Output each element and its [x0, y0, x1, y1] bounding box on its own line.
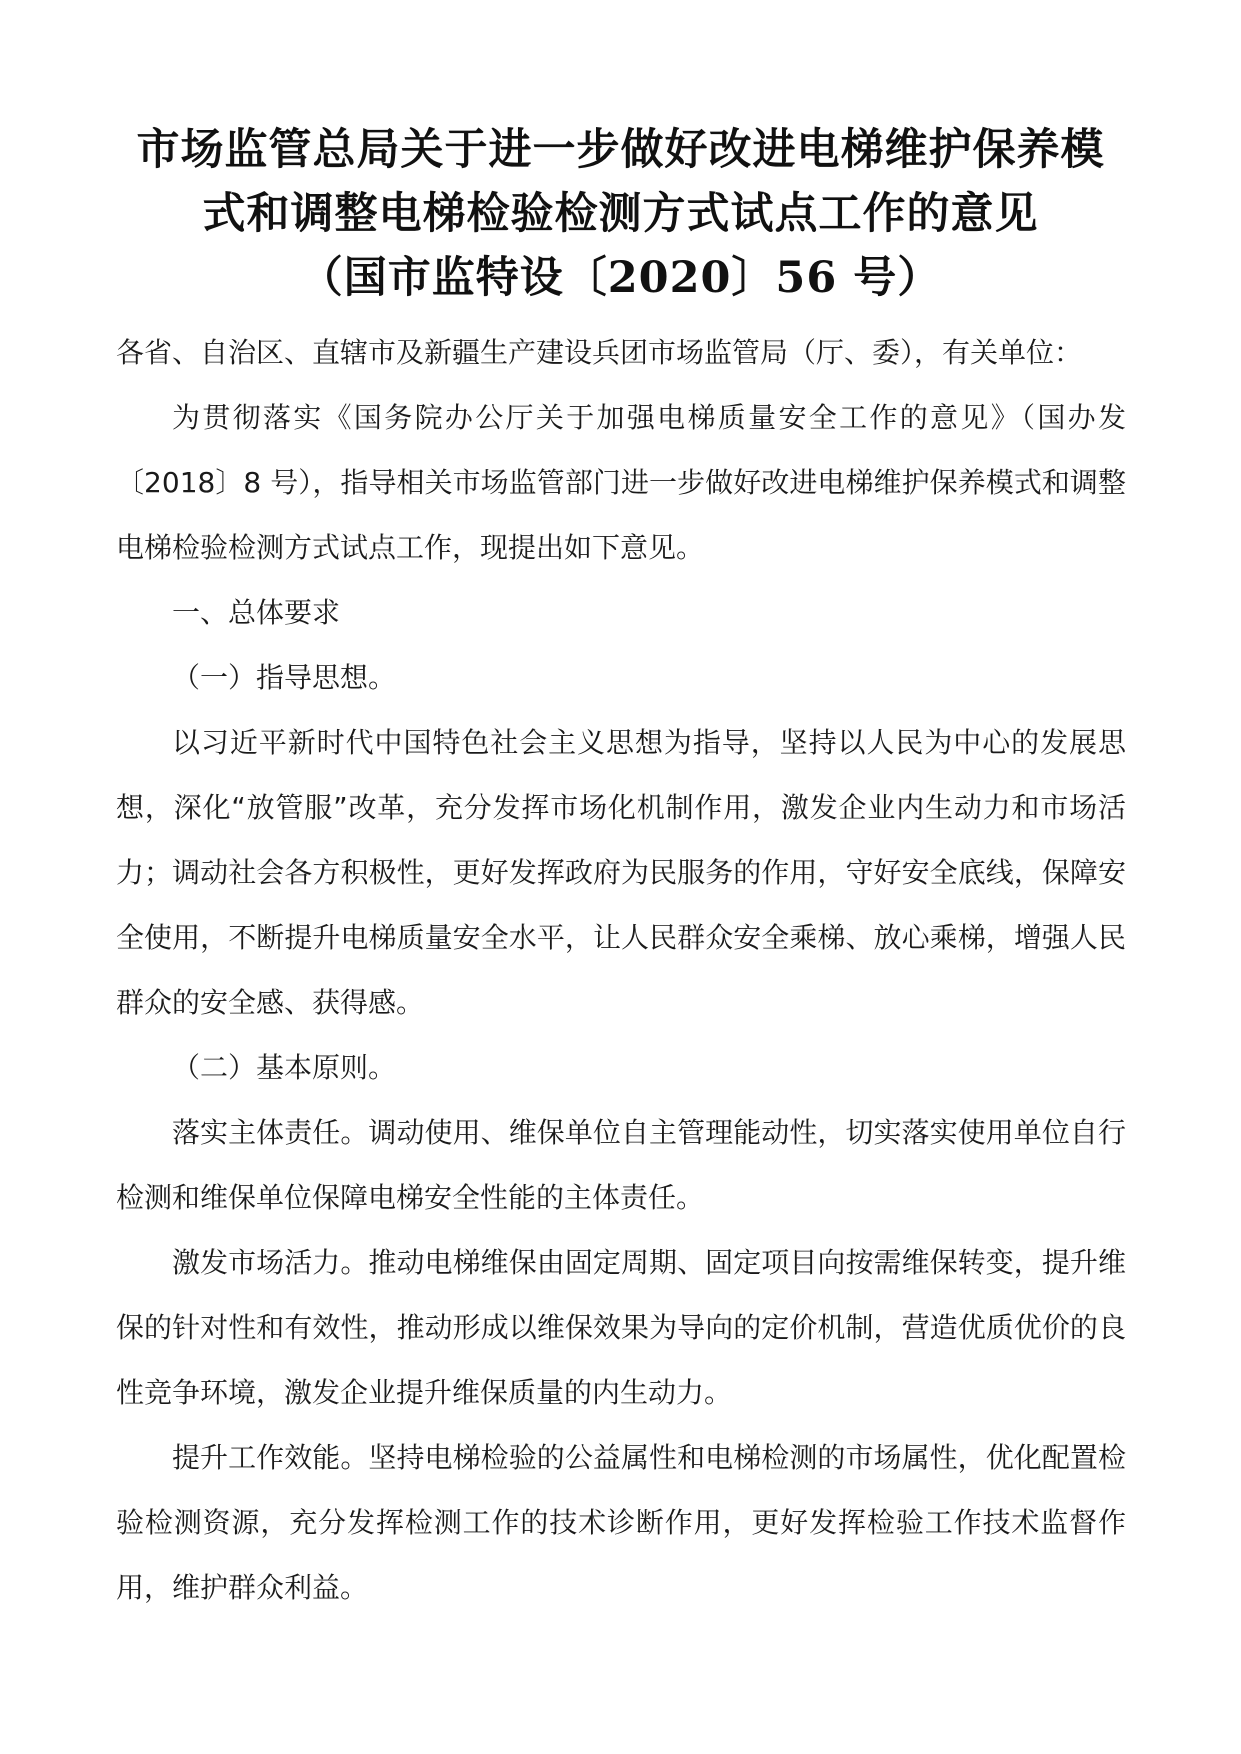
paragraph-preamble: 为贯彻落实《国务院办公厅关于加强电梯质量安全工作的意见》（国办发〔2018〕8 号），指导相关市场监管部门进一步做好改进电梯维护保养模式和调整电梯检验检测方式试点工作，现提出如下意见。 [116, 401, 1126, 564]
title-line-2: 式和调整电梯检验检测方式试点工作的意见 [202, 189, 1039, 239]
addressee: 各省、自治区、直辖市及新疆生产建设兵团市场监管局（厅、委），有关单位： [116, 336, 1083, 369]
document-body [116, 320, 1126, 1620]
document-number: （国市监特设〔2020〕56 号） [299, 253, 942, 303]
title-line-1: 市场监管总局关于进一步做好改进电梯维护保养模 [136, 125, 1105, 175]
paragraph-principle-efficiency: 提升工作效能。坚持电梯检验的公益属性和电梯检测的市场属性，优化配置检验检测资源，充分发挥检测工作的技术诊断作用，更好发挥检验工作技术监督作用，维护群众利益。 [116, 1441, 1126, 1604]
paragraph-guiding-thought: 以习近平新时代中国特色社会主义思想为指导，坚持以人民为中心的发展思想，深化“放管服”改革，充分发挥市场化机制作用，激发企业内生动力和市场活力；调动社会各方积极性，更好发挥政府为民服务的作用，守好安全底线，保障安全使用，不断提升电梯质量安全水平，让人民群众安全乘梯、放心乘梯，增强人民群众的安全感、获得感。 [116, 726, 1126, 1019]
paragraph-principle-responsibility: 落实主体责任。调动使用、维保单位自主管理能动性，切实落实使用单位自行检测和维保单位保障电梯安全性能的主体责任。 [116, 1116, 1126, 1214]
subheading-guiding-thought: （一）指导思想。 [172, 661, 397, 694]
document-title [90, 118, 1151, 310]
subheading-basic-principles: （二）基本原则。 [172, 1051, 397, 1084]
section-heading-general-requirements: 一、总体要求 [172, 596, 341, 629]
paragraph-principle-market-vitality: 激发市场活力。推动电梯维保由固定周期、固定项目向按需维保转变，提升维保的针对性和有效性，推动形成以维保效果为导向的定价机制，营造优质优价的良性竞争环境，激发企业提升维保质量的内生动力。 [116, 1246, 1126, 1409]
